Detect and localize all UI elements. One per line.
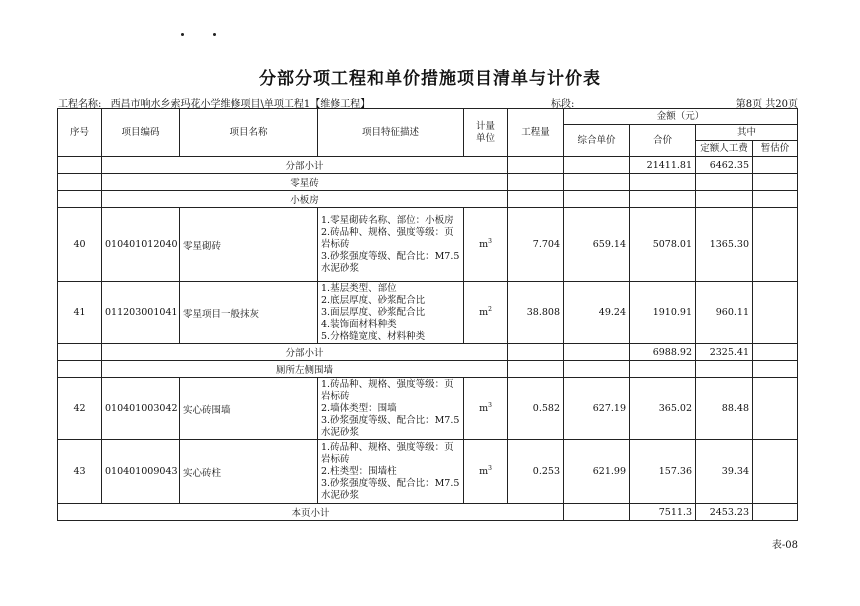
col-seq: 序号 — [58, 109, 102, 157]
item-qty: 0.582 — [508, 378, 564, 440]
page-info: 第8页 共20页 — [735, 99, 798, 110]
bid-section-label: 标段: — [551, 99, 575, 110]
cell-empty — [564, 361, 630, 378]
desc-line: 1.零星砌砖名称、部位：小板房 — [321, 214, 454, 226]
cell-empty — [696, 191, 753, 208]
cell-empty — [58, 191, 102, 208]
cell-empty — [564, 504, 630, 521]
item-unit-price: 627.19 — [564, 378, 630, 440]
unit-sup: 3 — [488, 465, 492, 473]
cell-empty — [58, 361, 102, 378]
col-qty: 工程量 — [508, 109, 564, 157]
item-unit — [464, 378, 508, 440]
unit-text: m — [479, 307, 489, 319]
item-seq: 40 — [58, 208, 102, 282]
cell-empty — [753, 504, 798, 521]
item-code: 010401009043 — [102, 440, 180, 504]
cell-empty — [508, 191, 564, 208]
cell-empty — [630, 174, 696, 191]
table-row — [58, 282, 798, 344]
cell-empty — [630, 361, 696, 378]
item-unit — [464, 208, 508, 282]
item-labor: 39.34 — [696, 440, 753, 504]
item-labor: 88.48 — [696, 378, 753, 440]
item-total: 365.02 — [630, 378, 696, 440]
col-total: 合价 — [630, 125, 696, 157]
table-row — [58, 504, 798, 521]
project-name: 西昌市响水乡索玛花小学维修项目\单项工程1【维修工程】 — [110, 99, 371, 110]
desc-line: 2.底层厚度、砂浆配合比 — [321, 294, 426, 306]
cell-empty — [58, 157, 102, 174]
unit-text: m — [479, 466, 489, 478]
item-unit — [464, 440, 508, 504]
desc-line: 3.砂浆强度等级、配合比：M7.5水泥砂浆 — [321, 414, 460, 438]
desc-line: 2.柱类型：围墙柱 — [321, 465, 397, 477]
item-code: 011203001041 — [102, 282, 180, 344]
page-total-label: 本页小计 — [58, 504, 564, 521]
item-desc — [318, 378, 464, 440]
desc-line: 2.砖品种、规格、强度等级：页岩标砖 — [321, 226, 454, 250]
item-unit-price: 659.14 — [564, 208, 630, 282]
desc-line: 5.分格缝宽度、材料种类 — [321, 330, 426, 342]
cell-empty — [564, 174, 630, 191]
item-name: 实心砖围墙 — [180, 378, 318, 440]
item-name: 零星项目一般抹灰 — [180, 282, 318, 344]
table-row — [58, 378, 798, 440]
col-provisional: 暂估价 — [753, 141, 798, 157]
table-row — [58, 440, 798, 504]
item-desc — [318, 282, 464, 344]
item-unit-price: 621.99 — [564, 440, 630, 504]
cell-empty — [753, 157, 798, 174]
page-total-labor: 2453.23 — [696, 504, 753, 521]
subsection-heading: 小板房 — [102, 191, 508, 208]
cell-empty — [753, 282, 798, 344]
cell-empty — [508, 157, 564, 174]
item-labor: 960.11 — [696, 282, 753, 344]
col-code: 项目编码 — [102, 109, 180, 157]
desc-line: 2.墙体类型：围墙 — [321, 402, 397, 414]
desc-line: 1.砖品种、规格、强度等级：页岩标砖 — [321, 378, 454, 402]
unit-text: m — [479, 239, 489, 251]
cell-empty — [753, 344, 798, 361]
cell-empty — [564, 191, 630, 208]
item-code: 010401003042 — [102, 378, 180, 440]
item-qty: 0.253 — [508, 440, 564, 504]
table-row — [58, 344, 798, 361]
item-qty: 38.808 — [508, 282, 564, 344]
subtotal-total: 21411.81 — [630, 157, 696, 174]
cell-empty — [696, 361, 753, 378]
item-desc — [318, 208, 464, 282]
unit-sup: 2 — [488, 306, 492, 314]
item-seq: 42 — [58, 378, 102, 440]
item-total: 157.36 — [630, 440, 696, 504]
scan-speck — [213, 33, 216, 36]
table-row — [58, 157, 798, 174]
cell-empty — [508, 344, 564, 361]
section-heading: 厕所左侧围墙 — [102, 361, 508, 378]
item-seq: 43 — [58, 440, 102, 504]
item-qty: 7.704 — [508, 208, 564, 282]
scan-speck — [181, 33, 184, 36]
desc-line: 3.砂浆强度等级、配合比：M7.5水泥砂浆 — [321, 477, 460, 501]
unit-text: m — [479, 403, 489, 415]
item-unit — [464, 282, 508, 344]
col-unit-price: 综合单价 — [564, 125, 630, 157]
cell-empty — [753, 208, 798, 282]
table-row — [58, 361, 798, 378]
project-label: 工程名称: — [58, 99, 102, 110]
desc-line: 1.砖品种、规格、强度等级：页岩标砖 — [321, 441, 454, 465]
cell-empty — [753, 378, 798, 440]
unit-sup: 3 — [488, 238, 492, 246]
cell-empty — [696, 174, 753, 191]
subtotal-label: 分部小计 — [102, 344, 508, 361]
cell-empty — [630, 191, 696, 208]
col-name: 项目名称 — [180, 109, 318, 157]
section-heading: 零星砖 — [102, 174, 508, 191]
col-unit — [464, 109, 508, 157]
cell-empty — [58, 344, 102, 361]
page-total-total: 7511.3 — [630, 504, 696, 521]
cell-empty — [508, 361, 564, 378]
pricing-table — [57, 108, 798, 521]
cell-empty — [753, 191, 798, 208]
subtotal-labor: 2325.41 — [696, 344, 753, 361]
subtotal-labor: 6462.35 — [696, 157, 753, 174]
unit-sup: 3 — [488, 402, 492, 410]
table-row — [58, 191, 798, 208]
subtotal-label: 分部小计 — [102, 157, 508, 174]
table-row — [58, 208, 798, 282]
item-desc — [318, 440, 464, 504]
cell-empty — [753, 440, 798, 504]
desc-line: 1.基层类型、部位 — [321, 282, 397, 294]
subtotal-total: 6988.92 — [630, 344, 696, 361]
cell-empty — [58, 174, 102, 191]
col-unit-text: 计量单位 — [475, 120, 495, 144]
cell-empty — [753, 361, 798, 378]
item-total: 1910.91 — [630, 282, 696, 344]
item-code: 010401012040 — [102, 208, 180, 282]
item-name: 实心砖柱 — [180, 440, 318, 504]
cell-empty — [508, 174, 564, 191]
desc-line: 4.装饰面材料种类 — [321, 318, 397, 330]
desc-line: 3.砂浆强度等级、配合比：M7.5水泥砂浆 — [321, 250, 460, 274]
cell-empty — [564, 344, 630, 361]
cell-empty — [753, 174, 798, 191]
col-of-which: 其中 — [696, 125, 798, 141]
cell-empty — [564, 157, 630, 174]
item-labor: 1365.30 — [696, 208, 753, 282]
document-title: 分部分项工程和单价措施项目清单与计价表 — [259, 69, 601, 89]
table-row — [58, 174, 798, 191]
item-unit-price: 49.24 — [564, 282, 630, 344]
item-seq: 41 — [58, 282, 102, 344]
desc-line: 3.面层厚度、砂浆配合比 — [321, 306, 426, 318]
form-number: 表-08 — [771, 540, 798, 551]
col-labor: 定额人工费 — [696, 141, 753, 157]
item-total: 5078.01 — [630, 208, 696, 282]
item-name: 零星砌砖 — [180, 208, 318, 282]
col-desc: 项目特征描述 — [318, 109, 464, 157]
col-amount: 金额（元） — [564, 109, 798, 125]
